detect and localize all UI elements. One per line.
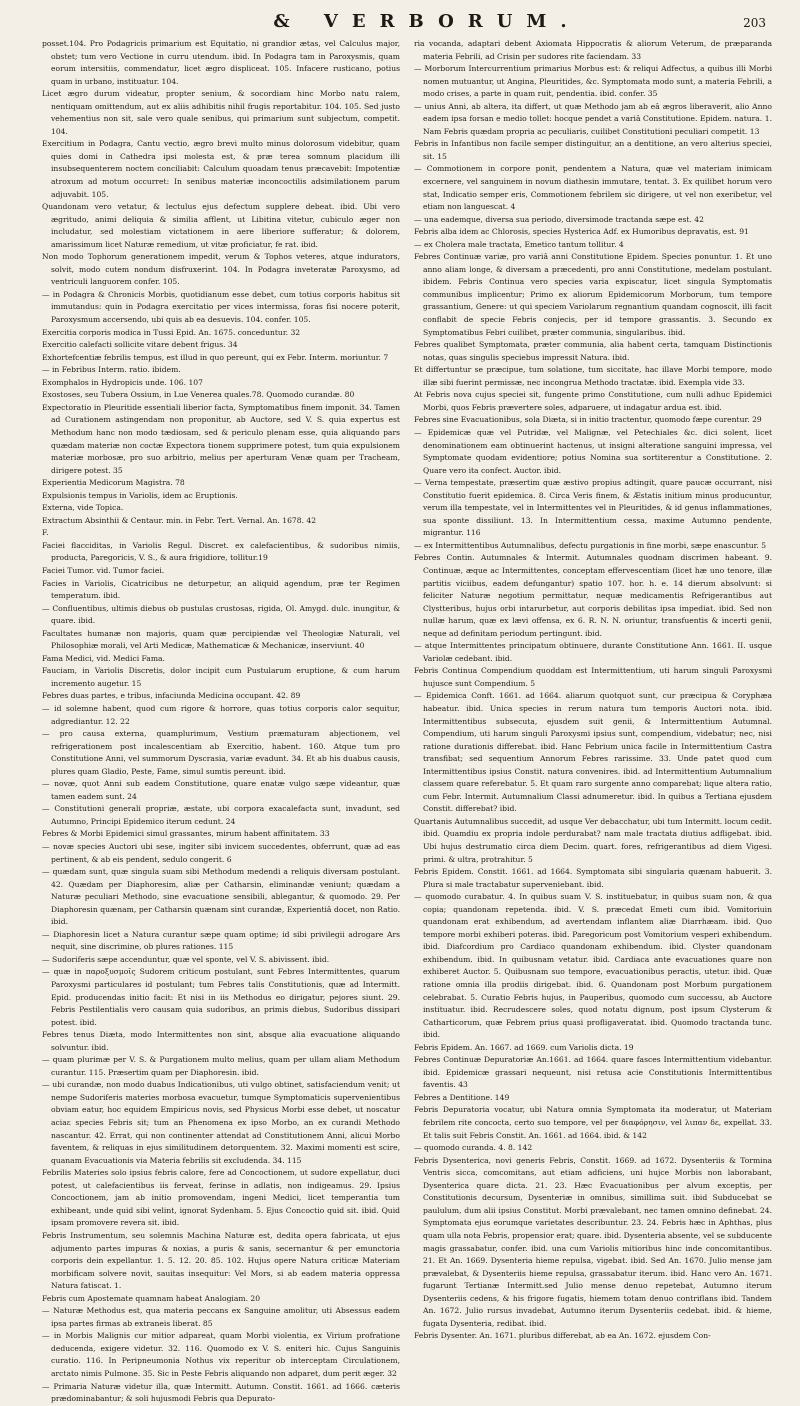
index-entry: Exhortefcentiæ febrilis tempus, est illud in quo pereunt, qui ex Febr. Interm. moriuntur. 7 xyxy=(42,352,389,362)
running-head: & VERBORUM. xyxy=(273,11,581,32)
index-entry: Febris cum Apostemate quamnam habeat Analogiam. 20 xyxy=(42,1293,261,1303)
index-entry: — in Febribus Interm. ratio. ibidem. xyxy=(42,365,181,375)
index-entry: Febris Epidem. Constit. 1661. ad 1664. Symptomata sibi singularia quænam habuerit. 3. Plura si male tractabatur superveniebant. ibid. xyxy=(414,867,772,889)
index-entry: Febres Continuæ Depuratoriæ An.1661. ad 1664. quare fasces Intermittentium videbantur. ibid. Epidemicæ grassari nequeunt, nisi retusa acie Constitutionis Intermittentibus faventis. 43 xyxy=(414,1055,772,1090)
left-column xyxy=(42,38,400,1404)
index-entry: Febris Dysenter. An. 1671. pluribus differebat, ab ea An. 1672. ejusdem Con- xyxy=(414,1331,711,1341)
index-entry: Faciei Tumor. vid. Tumor faciei. xyxy=(42,565,165,575)
index-entry: — Constitutioni generali propriæ, æstate, ubi corpora exacalefacta sunt, invadunt, sed Autumno, Principi Epidemico iterum cedunt. 24 xyxy=(42,804,400,826)
index-entry: Fauciam, in Variolis Discretis, dolor incipit cum Pustularum eruptione, & cum harum incremento augetur. 15 xyxy=(42,666,400,688)
right-column xyxy=(414,38,772,1348)
index-entry: At Febris nova cujus speciei sit, fungente primo Constitutione, cum nulli adhuc Epidemici Morbi, quos Febris prævertere soles, adparuere, ut indagatur ardua est. ibid. xyxy=(414,390,772,412)
index-entry: Febres & Morbi Epidemici simul grassantes, mirum habent affinitatem. 33 xyxy=(42,829,330,839)
index-entry: — Commotionem in corpore ponit, pendentem a Natura, quæ vel materiam inimicam excernere, vel sanguinem in novum diathesin immutare, tentat. 3. Ex quilibet horum vero stat, Indicatio semper eris, Commotionem febrilem sic dirigere, ut vel non exeribetur, vel etiam non languescat. 4 xyxy=(414,164,772,212)
index-entry: — quam plurimæ per V. S. & Purgationem multo melius, quam per ullam aliam Methodum curantur. 115. Præsertim quam per Diaphoresin. ibid. xyxy=(42,1055,400,1077)
index-entry: — Naturæ Methodus est, qua materia peccans ex Sanguine amolitur, uti Absessus eadem ipsa partes firmas ab extraneis liberat. 85 xyxy=(42,1306,400,1328)
index-entry: — Confluentibus, ultimis diebus ob pustulas crustosas, rigida, Ol. Amygd. dulc. inungitur, & quare. ibid. xyxy=(42,603,400,626)
index-entry: Expulsionis tempus in Variolis, idem ac Eruptionis. xyxy=(42,490,238,500)
index-entry: Facies in Variolis, Cicatricibus ne deturpetur, an aliquid agendum, præ ter Regimen temperatum. ibid. xyxy=(42,578,400,601)
index-entry: Febris Instrumentum, seu solemnis Machina Naturæ est, dedita opera fabricata, ut ejus adjumento partes impuras & noxias, a puris & sanis, secernantur & per emunctoria corporis dein expellantur. 1. 5. 12. 20. 85. 102. Hujus opere Natura criticæ Materiam morbificam solvere novit, sauitas insequitur: Vel Mors, si ab eadem materia oppressa Natura fatiscat. 1. xyxy=(42,1230,400,1291)
index-entry: — Epidemicæ quæ vel Putridæ, vel Malignæ, vel Petechiales &c. dici solent, licet denominationem eam obtinuerint hactenus, ut insigni alteratione sanguini impressa, vel Symptomate quodam evidentiore; potius Nomina sua sortiterentur a Constitutione. 2. Quare vero ita confect. Auctor. ibid. xyxy=(414,427,772,475)
index-entry: Non modo Tophorum generationem impedit, verum & Tophos veteres, atque indurators, solvit, modo cutem nondum disfruxerint. 104. In Podagra inveteratæ Paroxysmo, ad ventriculi languorem confer. 105. xyxy=(42,252,400,287)
index-entry: — novæ species Auctori ubi sese, ingiter sibi invicem succedentes, obferrunt, quæ ad eas pertinent, & ab eis pendent, sedulo congerit. 6 xyxy=(42,842,400,864)
index-entry: — Epidemica Conft. 1661. ad 1664. aliarum quotquot sunt, cur præcipua & Coryphæa habeatur. ibid. Unica species in rerum natura tum temporis Auctori nota. ibid. Intermittentibus subsecuta, ejusdem suit genii, & Intermittentium Autumnal. Compendium, uti harum singuli Paroxysmi ipsius sunt, compendium, videbatur; nec, nisi ratione durationis differebat. ibid. Hanc Febrium unica facile in Intermittentium Castra transfibat; sed sequentium Annorum Febres rarissime. 33. Unde patet quod cum Intermittentibus ipsius Constit. natura convenires. ibid. ad Intermittentium Autumnalium classem quare referebatur. 5. Et quam raro surgente anno comparebat; lique altera ratio, cum Febr. Intermit. Autumnalium Classi adnumeretur. ibid. In quibus a Tertiana ejusdem Constit. differebat? ibid. xyxy=(414,691,772,814)
index-entry: Febres tenus Diæta, modo Intermittentes non sint, absque alia evacuatione aliquando solvuntur. ibid. xyxy=(42,1030,400,1052)
index-entry: — unius Anni, ab altera, ita differt, ut quæ Methodo jam ab eâ ægros liberaverit, alio Anno eadem ipsa forsan e medio tollet: hocque pendet a variâ Constitutione. Epidem. natura. 1. Nam Febris quædam propria ac peculiaris, cuilibet Constitutioni peculiari competit. 13 xyxy=(414,101,772,136)
index-entry: Quartanis Autumnalibus succedit, ad usque Ver debacchatur, ubi tum Intermitt. locum cedit. ibid. Quamdiu ex propria indole perdurabat? nam male tractata diutius adfligebat. ibid. Ubi hujus destrumatio circa diem Decim. quart. fores, refrigerantibus ad diem Vigesi. primi. & ultra, protrahitur. 5 xyxy=(414,816,772,864)
index-entry: — quædam sunt, quæ singula suam sibi Methodum medendi a reliquis diversam postulant. 42. Quædam per Diaphoresim, aliæ per Catharsin, eliminandæ veniunt; quædam a Naturæ peculiari Methodo, sine evacuatione sensibili, ablegantur, & quomodo. 29. Per Diaphoresin quænam, per Catharsin quænam sint curandæ, Experientiâ docet, non Ratio. ibid. xyxy=(42,867,400,927)
index-entry: Febrilis Materies solo ipsius febris calore, fere ad Concoctionem, ut sudore expellatur, duci potest, ut calefacientibus iis ferveat, ferinse in adlatis, non indigeamus. 29. Ipsius Concoctionem, jam ab initio promovendam, ingeni Medici, licet temperantia tum exhibeant, unde quid sibi velint, ignorat Sydenham. 5. Ejus Concoctio quid sit. ibid. Quid ipsam promovere revera sit. ibid. xyxy=(42,1168,400,1228)
index-entry: Febres qualibet Symptomata, præter communia, alia habent certa, tamquam Distinctionis notas, quas singulis speciebus impressit Natura. ibid. xyxy=(414,340,772,362)
index-entry: Faciei flacciditas, in Variolis Regul. Discret. ex calefacientibus, & sudoribus nimiis, producta, Paregoricis, V. S., & aura frigidiore, tollitur.19 xyxy=(42,540,400,563)
index-entry: — quæ in παροξυσμοῖς Sudorem criticum postulant, sunt Febres Intermittentes, quarum Paroxysmi particulares id postulant; tum Febres talis Constitutionis, quæ ad Intermitt. Epid. producendas initio facit: Et nisi in iis Methodus eo dirigatur, pejores siunt. 29. Febris Pestilentialis vero causam quia sudoribus, an primis diebus, Sudoribus dissipari potest. ibid. xyxy=(42,967,400,1027)
index-entry: Febres duas partes, e tribus, infaciunda Medicina occupant. 42. 89 xyxy=(42,691,301,701)
index-entry: Febres sine Evacuationibus, sola Diæta, si in initio tractentur, quomodo fæpe curentur. 29 xyxy=(414,415,762,425)
index-entry: Quandonam vero vetatur, & lectulus ejus defectum supplere debeat. ibid. Ubi vero ægritudo, animi deliquia & similia afflent, ut Libitina vitetur, cubiculo æger non includatur, sed molestiam victationem in aere liberiore sufferatur; & dolorem, amarissimum licet Naturæ remedium, ut vitæ proficiatur, fe rat. ibid. xyxy=(42,202,400,249)
index-entry: Fama Medici, vid. Medici Fama. xyxy=(42,653,165,663)
index-entry: Exercitia corporis modica in Tussi Epid. An. 1675. conceduntur. 32 xyxy=(42,327,301,337)
index-entry: — quomodo curanda. 4. 8. 142 xyxy=(414,1143,533,1153)
index-entry: Febris alba idem ac Chlorosis, species Hysterica Adf. ex Humoribus depravatis, est. 91 xyxy=(414,227,749,237)
index-entry: ria vocanda, adaptari debent Axiomata Hippocratis & aliorum Veterum, de præparanda materia Febrili, ad Crisin per sudores rite faciendam. 33 xyxy=(414,39,772,61)
index-entry: Febres Contin. Autumnales & Intermit. Autumnales quodnam discrimen habeant. 9. Continuæ, æque ac Intermittentes, conceptam effervescentiam (licet hæ uno tenore, illæ partitis viciibus, eadem defungantur) spatio 107. hor. h. e. 14 dierum absolvunt: si feliciter Naturæ negotium permittatur, nequæ medicamentis Refrigerantibus aut Clystteribus, hujus orbi intarurbetur, aut corporis debilitas ipsa impediat. ibid. Sed non nullæ harum, quæ ex lævi offensa, ex 6. R. N. N. oriuntur, transfuentis & incerti genii, neque ad definitam periodum pertingunt. ibid. xyxy=(414,553,772,638)
index-entry: Exomphalos in Hydropicis unde. 106. 107 xyxy=(42,377,203,387)
index-entry: — quomodo curabatur. 4. In quibus suam V. S. instituebatur, in quibus suam non, & qua copia; quandonam repetenda. ibid. V. S. præcedat Emeti cum ibid. Vomitoriuin quandonam erat exhibendum, ad avertendam inflantem aliæ Diarrhæam. ibid. Quo tempore morbi exhiberi poteras. ibid. Paregoricum post Vomitorium vesperi exhibendum. ibid. Diafcordium pro Cardiaco quandonam exhibendum. ibid. Clyster quandonam exhibendum. ibid. In quibusnam vetatur. ibid. Cardiaca ante evacuationes quare non exhiberet Auctor. 5. Quibusnam suo tempore, evacuationibus peractis, utetur. ibid. Quæ ratione omnia illa prodiis dirigebat. ibid. 6. Quandonam post Morbum purgationem celebrabat. 5. Curatio Febris hujus, in Pauperibus, quomodo cum successu, ab Auctore instituatur. ibid. Recrudescere soles, quod notatu dignum, post ipsum Clysterum & Catharticorum, quæ Febrem prius quasi profligaveratat. ibid. Quomodo tractanda tunc. ibid. xyxy=(414,892,772,1040)
index-entry: Licet ægro durum videatur, propter senium, & socordiam hinc Morbo natu ralem, nentiquam omittendum, aut ex aliis adhibitis nihil frugis reportabitur. 104. 105. Sed justo vehementius non sit, sale vero quale senibus, qui primarium sunt subjectum, competit. 104. xyxy=(42,89,400,136)
index-entry: F. xyxy=(42,528,49,538)
index-columns xyxy=(42,38,772,1404)
index-entry: Facultates humanæ non majoris, quam quæ percipiendæ vel Theologiæ Naturali, vel Philosophiæ morali, vel Arti Medicæ, Mathematicæ & Mechanicæ, inserviunt. 40 xyxy=(42,628,400,651)
index-entry: Experientia Medicorum Magistra. 78 xyxy=(42,478,185,488)
index-entry: — Sudoriferis sæpe accenduntur, quæ vel sponte, vel V. S. abivissent. ibid. xyxy=(42,954,330,964)
index-entry: Febres Continuæ variæ, pro variâ anni Constitutione Epidem. Species ponuntur. 1. Et uno anno aliam longe, & diversam a præcedenti, pro anni Constitutione, medelam postulant. ibidem. Febris Continua vero species varia expiscatur, licet singula Symptomatis communibus implicentur; Primo ex aliorum Epidemicorum Morborum, tum tempore grassantium, Genere: ut qui speciem Variolarum regnantium quandam cognoscit, illi facit conflabit de specie Febris conjecis, per id tempore grassantis. 3. Secundo ex Symptomatibus Febri cuilibet, præter communia, singularibus. ibid. xyxy=(414,252,772,337)
index-entry: — ex Intermittentibus Autumnalibus, defectu purgationis in fine morbi, sæpe enascuntur. 5 xyxy=(414,540,767,550)
index-entry: Externa, vide Topica. xyxy=(42,503,124,513)
index-entry: — atque Intermittentes principatum obtinuere, durante Constitutione Ann. 1661. II. usque Variolæ cedebant. ibid. xyxy=(414,641,772,663)
index-entry: — in Morbis Malignis cur mitior adpareat, quam Morbi violentia, ex Virium profratione deducenda, exigere videtur. 32. 116. Quomodo ex V. S. eniteri hic. Cujus Sanguinis curatio. 116. In Peripneumonia Nothus vix reperitur ob interceptam Circulationem, arctato nimis Pulmone. 35. Sic in Peste Febris aliquando non adparet, dum perit æger. 32 xyxy=(42,1331,400,1378)
index-entry: — Verna tempestate, præsertim quæ æstivo propius adtingit, quare paucæ occurrant, nisi Constitutio fuerit epidemica. 8. Circa Veris finem, & Æstatis initium minus producuntur, verum illa tempestate, vel in Intermittentes vel in Pleuritides, & id genus inflammationes, sua sponte dissiliunt. 13. In Intermittentium cessa, maxime Autumno pendente, migrantur. 116 xyxy=(414,478,772,538)
index-entry: Febris in Infantibus non facile semper distinguitur, an a dentitione, an vero alterius speciei, sit. 15 xyxy=(414,139,772,161)
index-entry: — id solemne habent, quod cum rigore & horrore, quas totius corporis calor sequitur, adgrediantur. 12. 22 xyxy=(42,703,400,726)
index-entry: Febris Depuratoria vocatur, ubi Natura omnia Symptomata ita moderatur, ut Materiam febrilem rite concocta, certo suo tempore, vel per διαφόρησιν, vel λιπαν δε, expellat. 33. Et talis suit Febris Constit. An. 1661. ad 1664. ibid. & 142 xyxy=(414,1105,772,1140)
index-entry: — Diaphoresin licet a Natura curantur sæpe quam optime; id sibi privilegii adrogare Ars nequit, sine discrimine, ob plures rationes. 115 xyxy=(42,929,400,952)
index-entry: Febres a Dentitione. 149 xyxy=(414,1092,510,1102)
index-entry: Exostoses, seu Tubera Ossium, in Lue Venerea quales.78. Quomodo curandæ. 80 xyxy=(42,390,355,400)
index-entry: Febris Epidem. An. 1667. ad 1669. cum Variolis dicta. 19 xyxy=(414,1042,634,1052)
index-entry: Et differtuntur se præcipue, tum solatione, tum siccitate, hac illave Morbi tempore, modo illæ sibi fuerint permissæ, nec incongrua Methodo tractatæ. ibid. Exempla vide 33. xyxy=(414,365,772,387)
index-entry: Extractum Absinthii & Centaur. min. in Febr. Tert. Vernal. An. 1678. 42 xyxy=(42,515,317,525)
index-entry: Exercitium in Podagra, Cantu vectio, ægro brevi multo minus dolorosum videbitur, quam quies domi in Cathedra ipsi molesta est, & præ terea somnum placidum illi insubsequenterem noctem conciliabit: Calculum quoadam tenus præcavebit: Impotentiæ atroxum ad motum occurret: In senibus materiæ inconcoctilis adsimilationem parum adjuvabit. 105. xyxy=(42,139,400,199)
index-entry: — in Podagra & Chronicis Morbis, quotidianum esse debet, cum totius corporis habitus sit immutandus: quin in Podagra exercitatio per vices intermissa, foras fisi nocere poterit, Paroxysmum accersendo, ubi quis ab ea desuevis. 104. confer. 105. xyxy=(42,289,400,325)
index-entry: Exercitio calefacti sollicite vitare debent frigus. 34 xyxy=(42,340,238,350)
index-entry: — Morborum Intercurrentium primarius Morbus est: & reliqui Adfectus, a quibus illi Morbi nomen mutuantur, ut Angina, Pleuritides, &c. Symptomata modo sunt, a materia Febrili, a modo crises, a parte in quam ruit, pendentia. ibid. confer. 35 xyxy=(414,64,772,99)
page-number: 203 xyxy=(743,16,766,30)
index-entry: posset.104. Pro Podagricis primarium est Equitatio, ni grandior ætas, vel Calculus major, obstet; tum vero Vectione in curru utendum. ibid. In Podagra tam in Paroxysmis, quam eorum intersitiis, commendatur, licet ægro displiceat. 105. Infacere rusticano, potius quam in urbano, instituatur. 104. xyxy=(42,39,400,86)
index-entry: Febris Continua Compendium quoddam est Intermittentium, uti harum singuli Paroxysmi hujusce sunt Compendium. 5 xyxy=(414,666,772,688)
index-entry: — novæ, quot Anni sub eadem Constitutione, quare enatæ vulgo sæpe videantur, quæ tamen eadem sunt. 24 xyxy=(42,779,400,801)
index-entry: — pro causa externa, quamplurimum, Vestium præmaturam abjectionem, vel refrigerationem post incalescentiam ab Exercitio, habent. 160. Atque tum pro Constitutione Anni, vel summorum Dyscrasia, variæ evadunt. 34. Et ab his duabus causis, plures quam Gladio, Peste, Fame, simul sumtis pereunt. ibid. xyxy=(42,729,400,776)
index-entry: — Primaria Naturæ videtur illa, quæ Intermitt. Autumn. Constit. 1661. ad 1666. cæteris prædominabantur; & soli hujusmodi Febris qua Depurato- xyxy=(42,1381,400,1404)
index-entry: — ubi curandæ, non modo duabus Indicationibus, uti vulgo obtinet, satisfaciendum venit; ut nempe Sudoriferis materies morbosa evacuetur, tumque Symptomaticis supervenientibus obviam eatur, hoc equidem Empiricus novis, sed Physicus Morbi esse debet, ut noscatur aciaε species Febris sit; tum an Phenomena ex ipso Morbo, an ex curandi Methodo nascantur. 42. Errat, qui non continenter attendat ad Constitutionem Anni, alicui Morbo faventem, & reliquas in ejus similitudinem detorquentem. 32. Maximi momenti est scire, quanam Evacuationis via Materia febrilis sit excludenda. 34. 115 xyxy=(42,1080,400,1165)
index-entry: Expectoratio in Pleuritide essentiali liberior facta, Symptomatibus finem imponit. 34. Tamen ad Curationem astingendam non proponitur, ab Auctore, sed V. S. quia expertus est Methodum hanc non modo tædiosam, sed & periculo plenam esse, quia aliquando pars quædam materiæ non coctæ Expectora tionem supprimere potest, tum quia expulsionem materiæ morbosæ, pro suo arbitrio, melius per aperturam Venæ quam per Tracheam, dirigere potest. 35 xyxy=(42,402,400,475)
index-entry: Febris Dysenterica, novi generis Febris, Constit. 1669. ad 1672. Dysenteriis & Tormina Ventris sicca, comcomitans, aut etiam adficiens, uni hujce Morbis non laborabant, Dysenterica quare dicta. 21. 23. Hæc Evacuationibus per alvum exceptis, per Constitutionis decursum, Dysenteriæ in omnibus, simillima suit. ibid Subducebat se paululum, dum alii ipsius Constitut. Morbi prævalebant, nec tamen omnino definebat. 24. Symptomata ejus eorumque varietates describuntur. 23. 24. Febris hæc in Aphthas, plus quam ulla nota Febris, propensior erat; quare. ibid. Dysenteria absente, vel se subducente magis grassabatur, confer. ibid. una cum Variolis mitioribus hinc inde concomitantibus. 21. Et An. 1669. Dysenteria hieme repulsa, vigebat. ibid. Sed An. 1670. Julio mense jam prævalebat, & Dysenteriis hieme repulsa, grassabatur iterum. ibid. Hanc vero An. 1671. fugarunt Tertianæ Intermitt.sed Julio mense denuo repetebat, Autumno iterum Dysenteriis cedens, & his frigore fugatis, hiemem totam denuo contriflans ibid. Tandem An. 1672. Julio rursus invadebat, Autumno iterum Dysenteriis cedebat. ibid. & hieme, fugata Dysenteria, redibat. ibid. xyxy=(414,1155,772,1328)
index-entry: — una eademque, diversa sua periodo, diversimode tractanda sæpe est. 42 xyxy=(414,214,704,224)
index-entry: — ex Cholera male tractata, Emetico tantum tollitur. 4 xyxy=(414,239,624,249)
page-header xyxy=(42,8,772,38)
